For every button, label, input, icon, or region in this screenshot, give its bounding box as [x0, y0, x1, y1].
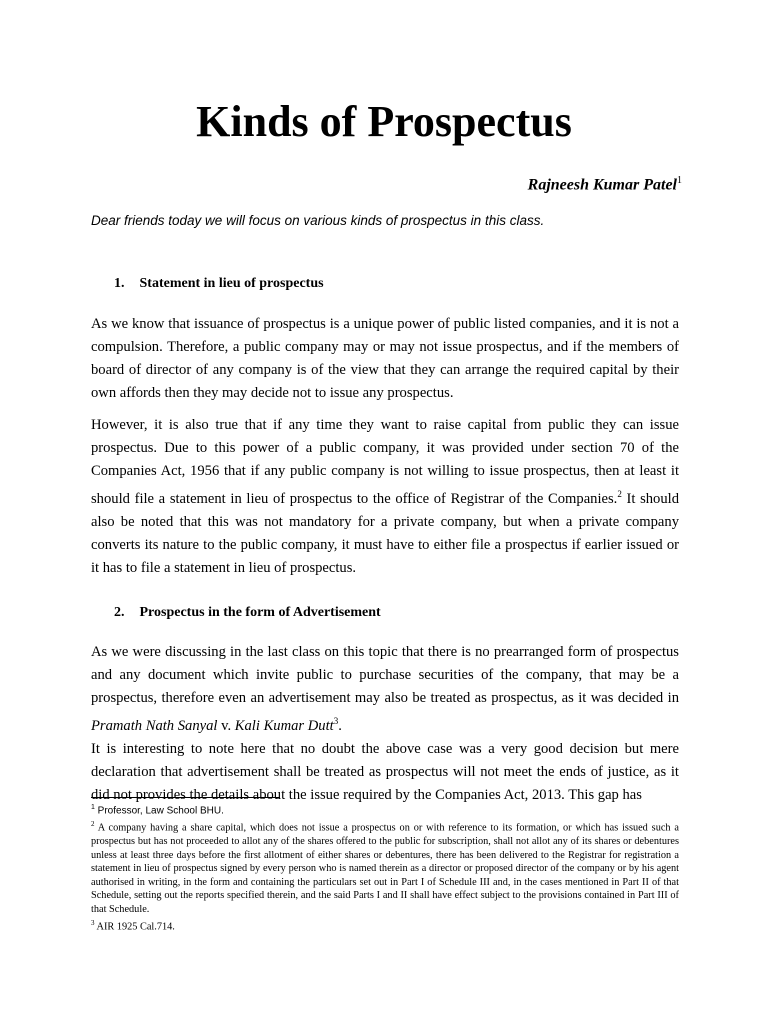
footnote-divider [91, 797, 280, 798]
paragraph-text: It is interesting to note here that no doubt the above case was a very good decision but mere declaration that advertisement shall be treated as prospectus will not meet the ends of justice, as it did not provides the details about the issue required by the Companies Act, 2013. This gap has [91, 740, 679, 803]
section-number: 1. [114, 276, 125, 291]
footnote-mark: 2 [91, 819, 95, 828]
footnote-1 [91, 801, 679, 818]
footnote-3 [91, 917, 679, 934]
section-heading-1 [114, 274, 324, 294]
footnote-text: A company having a share capital, which does not issue a prospectus on or with reference to its formation, or which has issued such a prospectus but has not proceeded to allot any of the shares offered to the public for subscription, shall not allot any of its shares or debentures unless at least three days before the first allotment of either shares or debentures, there has been delivered to the Registrar for registration a statement in lieu of prospectus signed by every person who is named therein as a director or proposed director of the company or by his agent authorised in writing, in the form and containing the particulars set out in Part I of Schedule III and, in the cases mentioned in Part II of that Schedule, setting out the reports specified therein, and the said Parts I and II shall have effect subject to the provisions contained in Part III of that Schedule. [91, 822, 679, 915]
paragraph-text: As we know that issuance of prospectus is a unique power of public listed companies, and it is not a compulsion. Therefore, a public company may or may not issue prospectus, and if the members of board of director of any company is of the view that they can arrange the required capital by their own affords then they may decide not to issue any prospectus. [91, 316, 679, 401]
footnote-text: Professor, Law School BHU. [94, 805, 224, 817]
author-name: Rajneesh Kumar Patel [527, 176, 677, 194]
author-line [528, 170, 682, 196]
paragraph-text [91, 414, 679, 580]
paragraph-text-part: . [338, 717, 342, 734]
footnote-mark: 1 [91, 804, 95, 811]
author-footnote-mark: 1 [677, 175, 682, 186]
footnote-2 [91, 818, 679, 917]
section-title: Statement in lieu of prospectus [139, 276, 324, 291]
section-heading-2 [114, 603, 381, 623]
paragraph-text-part: v. [217, 717, 235, 734]
section2-paragraph-1 [91, 641, 679, 807]
footnote-text: AIR 1925 Cal.714. [94, 920, 175, 932]
intro-text: Dear friends today we will focus on various kinds of prospectus in this class. [91, 213, 545, 228]
paragraph-text-part: It should also be noted that this was not mandatory for a private company, but when a private company converts its nature to the public company, it must have to either file a prospectus if earlier issued or it has to file a statement in lieu of prospectus. [91, 490, 679, 576]
document-title: Kinds of Prospectus [196, 97, 572, 146]
section1-paragraph-2 [91, 414, 679, 580]
footnote-mark: 3 [91, 918, 95, 927]
footnote-ref: 2 [617, 489, 622, 499]
paragraph-text-part: However, it is also true that if any time they want to raise capital from public they can issue prospectus. Due to this power of a public company, it was provided under section 70 of the Companies Act, 1956 that if any public company is not willing to issue prospectus, then at least it should file a statement in lieu of prospectus to the office of Registrar of the Companies. [91, 417, 679, 507]
section-title: Prospectus in the form of Advertisement [139, 605, 381, 620]
case-party: Kali Kumar Dutt [234, 717, 334, 734]
footnote-ref: 3 [333, 716, 339, 726]
section1-paragraph-1 [91, 313, 679, 405]
paragraph-text-part: As we were discussing in the last class on this topic that there is no prearranged form of prospectus and any document which invite public to purchase securities of the company, that may be a prospectus, therefore even an advertisement may also be treated as prospectus, as it was decided in [91, 644, 679, 706]
section-number: 2. [114, 605, 125, 620]
footnotes [91, 801, 679, 934]
case-party: Pramath Nath Sanyal [91, 717, 218, 734]
paragraph-text [91, 641, 679, 738]
